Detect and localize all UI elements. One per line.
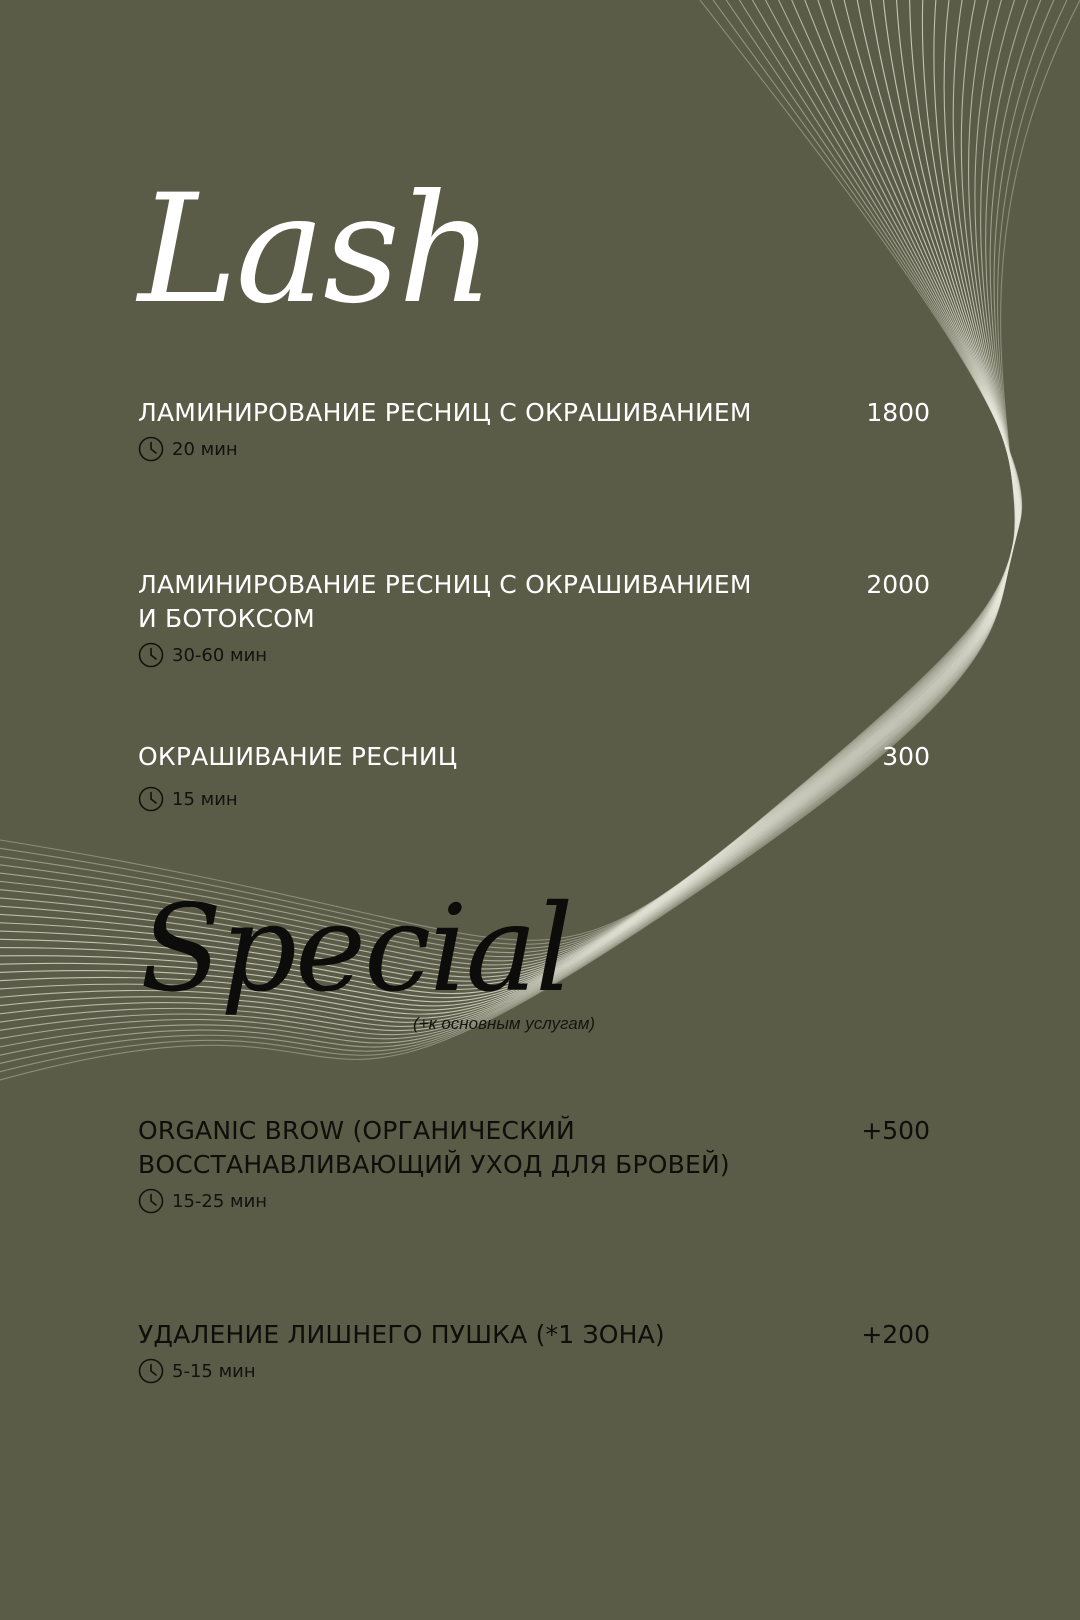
service-name: ОКРАШИВАНИЕ РЕСНИЦ (138, 742, 458, 771)
clock-icon (138, 436, 164, 462)
service-duration (138, 436, 930, 462)
service-item (138, 740, 930, 812)
service-price: +500 (861, 1116, 930, 1145)
service-name: ЛАМИНИРОВАНИЕ РЕСНИЦ С ОКРАШИВАНИЕМ И БОТОКСОМ (138, 570, 752, 633)
service-price: 1800 (866, 398, 930, 427)
duration-text: 5-15 мин (172, 1360, 256, 1382)
service-duration (138, 642, 930, 668)
service-name: ORGANIC BROW (ОРГАНИЧЕСКИЙ ВОССТАНАВЛИВАЮЩИЙ УХОД ДЛЯ БРОВЕЙ) (138, 1116, 730, 1179)
service-duration (138, 1358, 930, 1384)
service-item (138, 568, 930, 668)
service-name: ЛАМИНИРОВАНИЕ РЕСНИЦ С ОКРАШИВАНИЕМ (138, 398, 752, 427)
clock-icon (138, 642, 164, 668)
service-price: +200 (861, 1320, 930, 1349)
service-item (138, 1318, 930, 1384)
special-heading: Special (140, 880, 572, 1019)
service-price: 300 (882, 742, 930, 771)
duration-text: 15-25 мин (172, 1190, 268, 1212)
lash-heading: Lash (138, 163, 493, 337)
service-duration (138, 786, 930, 812)
service-price: 2000 (866, 570, 930, 599)
clock-icon (138, 1188, 164, 1214)
duration-text: 15 мин (172, 788, 238, 810)
service-item (138, 1114, 930, 1214)
duration-text: 30-60 мин (172, 644, 268, 666)
special-note: (+к основным услугам) (413, 1014, 596, 1033)
service-name: УДАЛЕНИЕ ЛИШНЕГО ПУШКА (*1 ЗОНА) (138, 1320, 665, 1349)
service-item (138, 396, 930, 462)
duration-text: 20 мин (172, 438, 238, 460)
clock-icon (138, 786, 164, 812)
clock-icon (138, 1358, 164, 1384)
service-duration (138, 1188, 930, 1214)
